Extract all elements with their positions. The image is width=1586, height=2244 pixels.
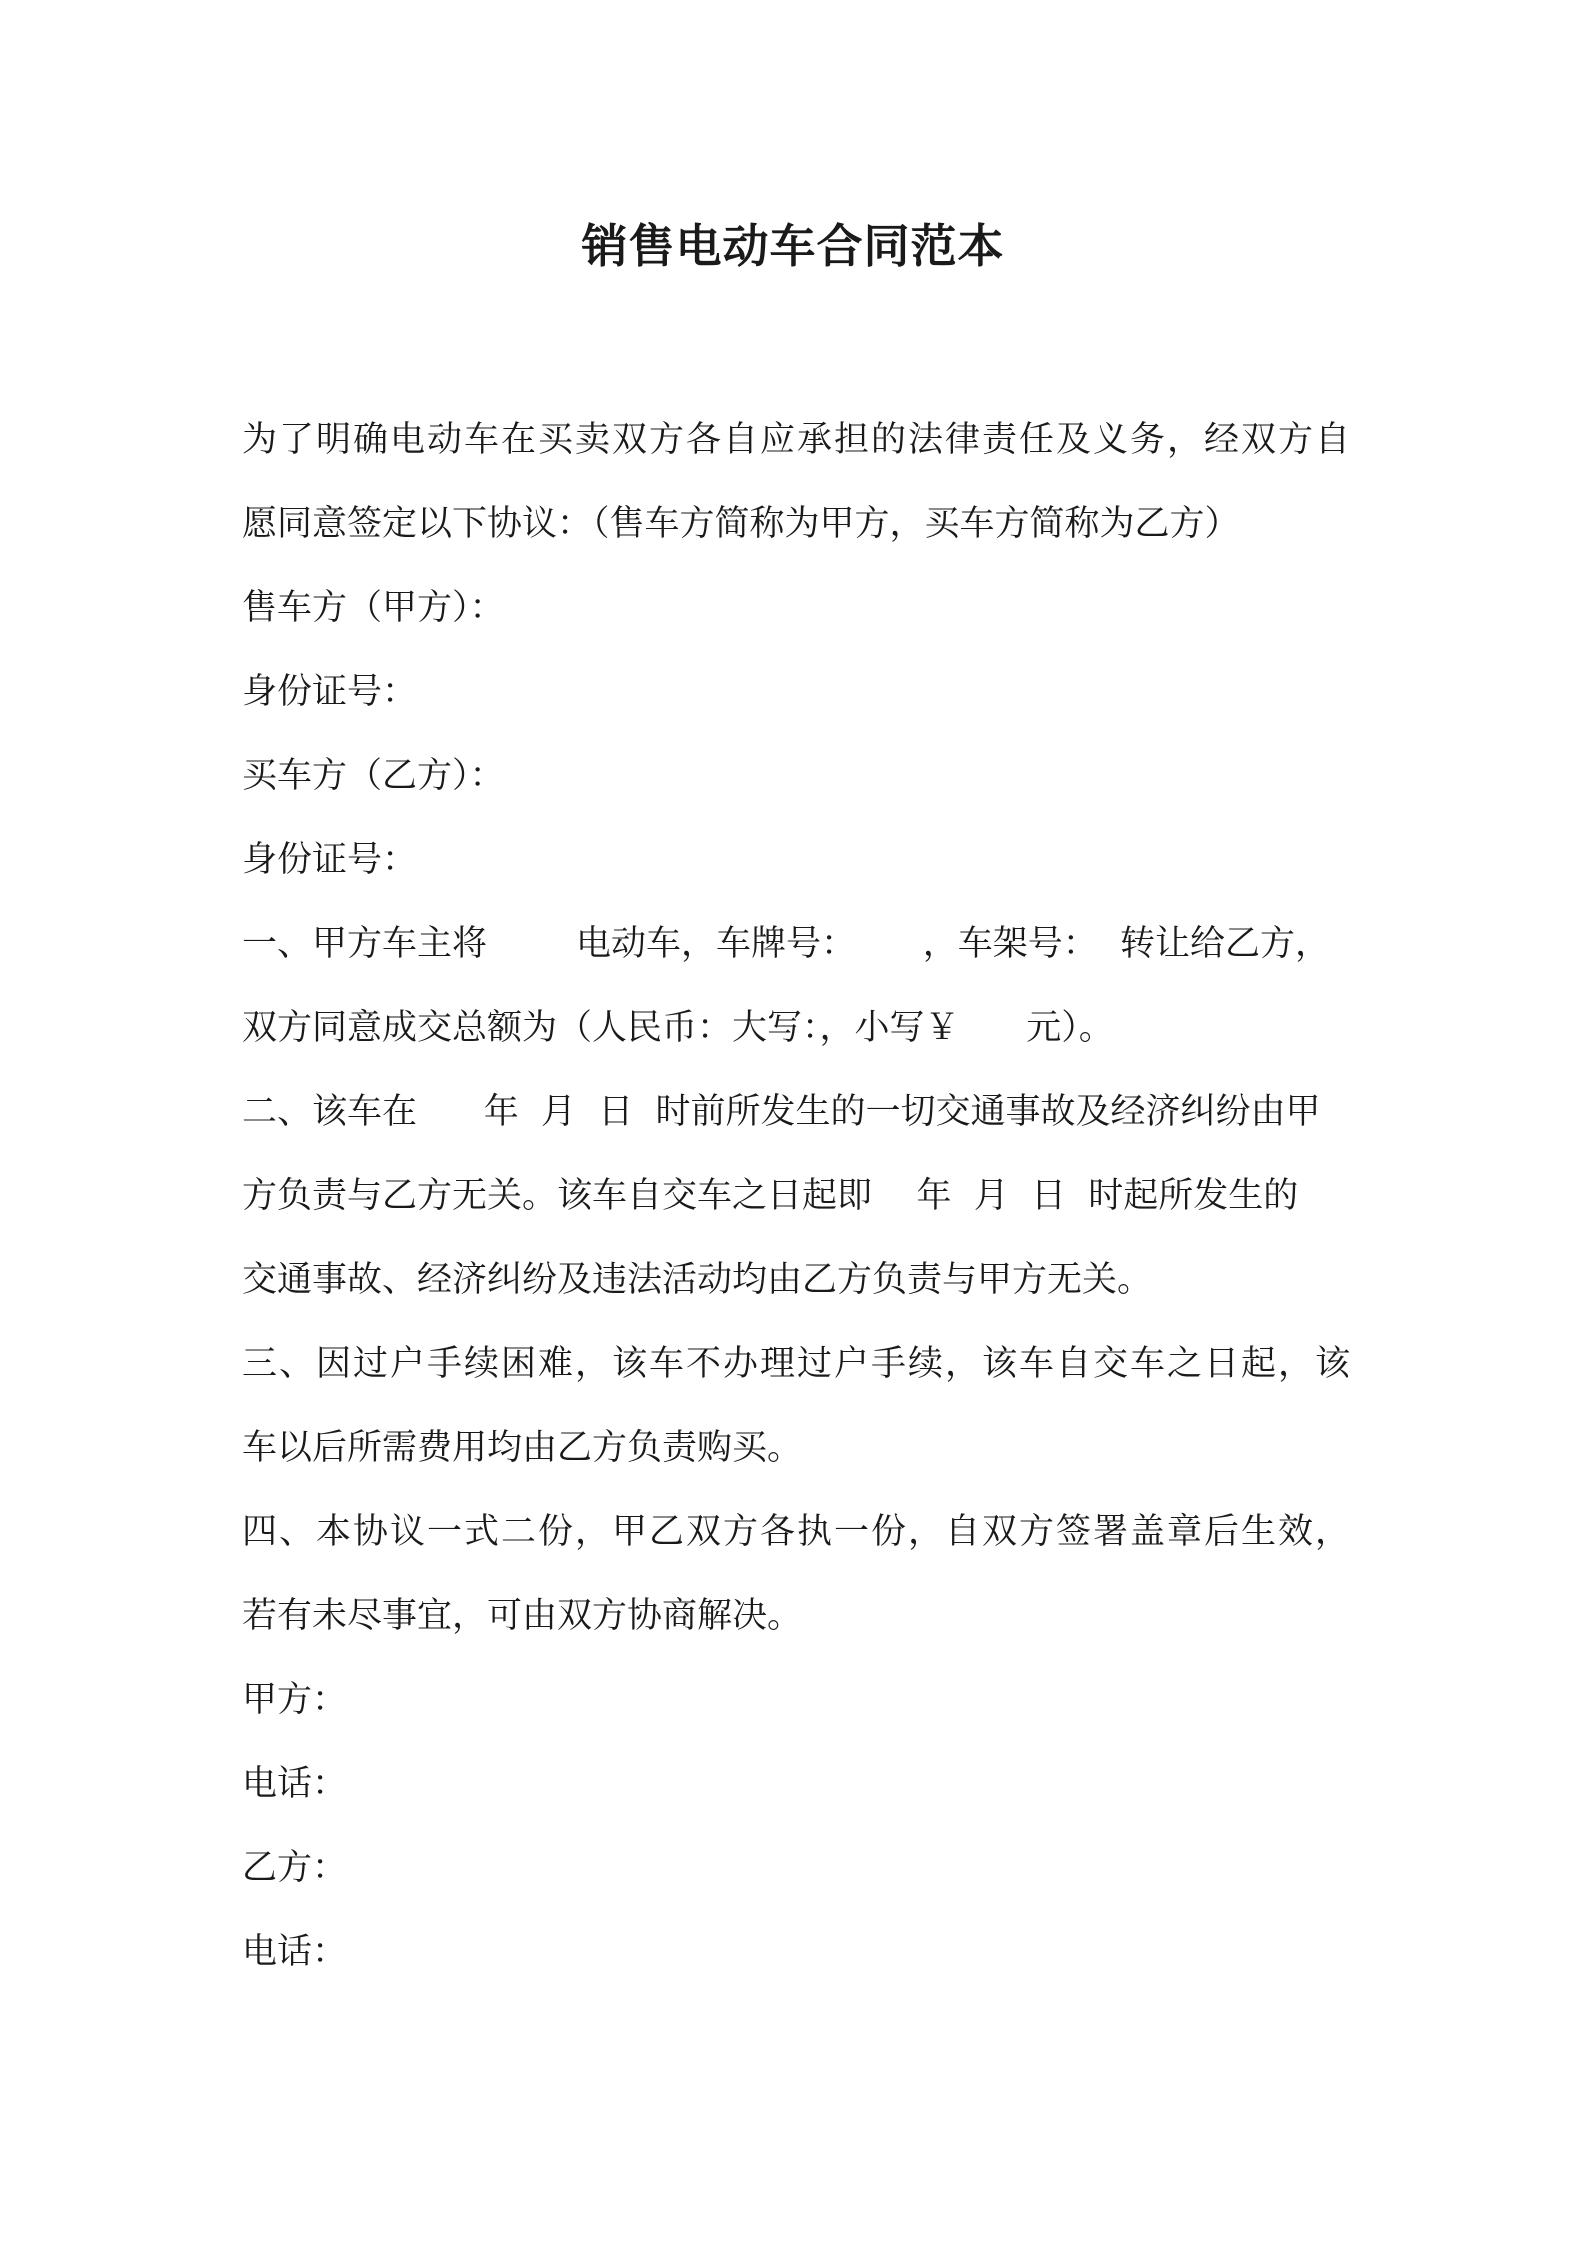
clause-2-line-1: 二、该车在 年 月 日 时前所发生的一切交通事故及经济纠纷由甲 xyxy=(242,1092,1321,1132)
clause-1-line-2: 双方同意成交总额为（人民币：大写：，小写￥ 元）。 xyxy=(242,1008,1114,1048)
seller-id-label: 身份证号： xyxy=(242,672,418,712)
document-title: 销售电动车合同范本 xyxy=(581,219,1005,273)
party-b-phone-label: 电话： xyxy=(242,1932,348,1972)
clause-3-line-1: 三、因过户手续困难，该车不办理过户手续，该车自交车之日起，该 xyxy=(242,1344,1350,1384)
buyer-label: 买车方（乙方）： xyxy=(242,756,505,796)
party-b-signature-label: 乙方： xyxy=(242,1848,348,1888)
clause-2-line-3: 交通事故、经济纠纷及违法活动均由乙方负责与甲方无关。 xyxy=(242,1260,1153,1300)
party-a-phone-label: 电话： xyxy=(242,1764,348,1804)
seller-label: 售车方（甲方）： xyxy=(242,588,505,628)
party-a-signature-label: 甲方： xyxy=(242,1680,348,1720)
clause-3-line-2: 车以后所需费用均由乙方负责购买。 xyxy=(242,1428,803,1468)
intro-line-1: 为了明确电动车在买卖双方各自应承担的法律责任及义务，经双方自 xyxy=(242,420,1350,460)
document-body xyxy=(242,398,1350,1994)
clause-4-line-2: 若有未尽事宜，可由双方协商解决。 xyxy=(242,1596,803,1636)
clause-2-line-2: 方负责与乙方无关。该车自交车之日起即 年 月 日 时起所发生的 xyxy=(242,1176,1299,1216)
clause-4-line-1: 四、本协议一式二份，甲乙双方各执一份，自双方签署盖章后生效， xyxy=(242,1512,1350,1552)
intro-line-2: 愿同意签定以下协议：（售车方简称为甲方，买车方简称为乙方） xyxy=(242,504,1240,544)
clause-1-line-1: 一、甲方车主将 电动车，车牌号： ，车架号： 转让给乙方， xyxy=(242,924,1331,964)
buyer-id-label: 身份证号： xyxy=(242,840,418,880)
